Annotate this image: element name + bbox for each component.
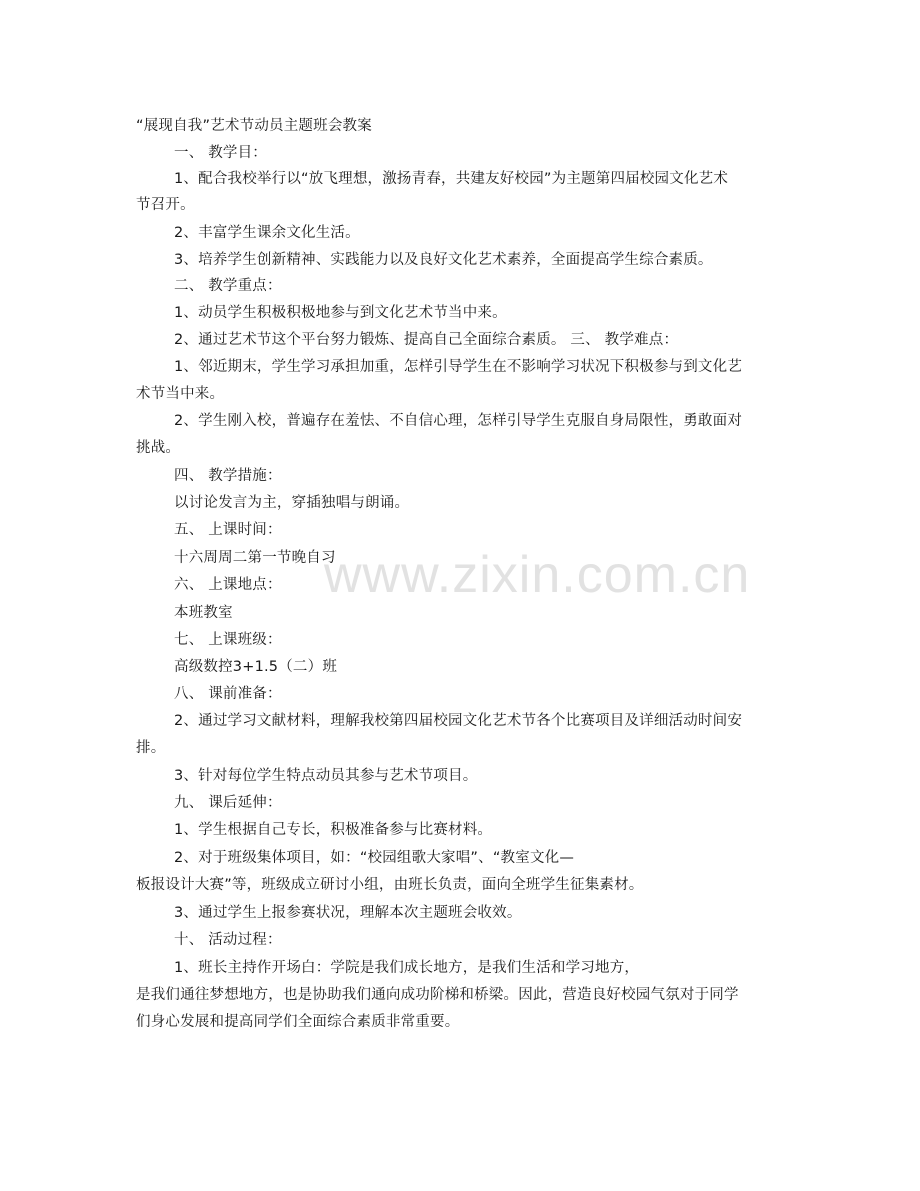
paragraph-line: 以讨论发言为主，穿插独唱与朗诵。 (174, 495, 410, 511)
section-heading: 二、 教学重点： (174, 278, 282, 294)
paragraph-line: 十六周周二第一节晚自习 (174, 550, 336, 566)
paragraph-line: 2、通过学习文献材料，理解我校第四届校园文化艺术节各个比赛项目及详细活动时间安 (174, 713, 743, 729)
paragraph-line: 3、培养学生创新精神、实践能力以及良好文化艺术素养，全面提高学生综合素质。 (174, 252, 713, 268)
section-heading: 四、 教学措施： (174, 468, 282, 484)
paragraph-line: 术节当中来。 (136, 386, 225, 402)
section-heading: 八、 课前准备： (174, 686, 282, 702)
paragraph-line: 2、通过艺术节这个平台努力锻炼、提高自己全面综合素质。 三、 教学难点： (174, 332, 679, 348)
paragraph-line: 节召开。 (136, 197, 195, 213)
paragraph-line: 3、通过学生上报参赛状况，理解本次主题班会收效。 (174, 905, 522, 921)
paragraph-line: 1、邻近期末，学生学习承担加重，怎样引导学生在不影响学习状况下积极参与到文化艺 (174, 359, 743, 375)
section-heading: 一、 教学目： (174, 145, 268, 161)
paragraph-line: 1、学生根据自己专长，积极准备参与比赛材料。 (174, 822, 493, 838)
section-heading: 五、 上课时间： (174, 522, 282, 538)
paragraph-line: 是我们通往梦想地方，也是协助我们通向成功阶梯和桥梁。因此，营造良好校园气氛对于同学 (136, 987, 739, 1003)
paragraph-line: 1、配合我校举行以“放飞理想，激扬青春，共建友好校园”为主题第四届校园文化艺术 (174, 171, 729, 187)
paragraph-line: 高级数控3+1.5（二）班 (174, 659, 338, 675)
document-title: “展现自我”艺术节动员主题班会教案 (136, 118, 372, 134)
paragraph-line: 1、班长主持作开场白：学院是我们成长地方，是我们生活和学习地方， (174, 960, 640, 976)
section-heading: 十、 活动过程： (174, 932, 282, 948)
paragraph-line: 2、对于班级集体项目，如：“校园组歌大家唱”、“教室文化— (174, 850, 575, 866)
paragraph-line: 本班教室 (174, 605, 233, 621)
paragraph-line: 排。 (136, 740, 166, 756)
paragraph-line: 3、针对每位学生特点动员其参与艺术节项目。 (174, 768, 478, 784)
section-heading: 七、 上课班级： (174, 632, 282, 648)
paragraph-line: 2、学生刚入校，普遍存在羞怯、不自信心理，怎样引导学生克服自身局限性，勇敢面对 (174, 413, 743, 429)
paragraph-line: 2、丰富学生课余文化生活。 (174, 225, 360, 241)
watermark: www.zixin.com.cn (324, 546, 751, 604)
section-heading: 六、 上课地点： (174, 577, 282, 593)
paragraph-line: 们身心发展和提高同学们全面综合素质非常重要。 (136, 1014, 460, 1030)
paragraph-line: 1、动员学生积极积极地参与到文化艺术节当中来。 (174, 305, 507, 321)
section-heading: 九、 课后延伸： (174, 795, 282, 811)
paragraph-line: 挑战。 (136, 440, 181, 456)
paragraph-line: 板报设计大赛”等，班级成立研讨小组，由班长负责，面向全班学生征集素材。 (136, 877, 644, 893)
